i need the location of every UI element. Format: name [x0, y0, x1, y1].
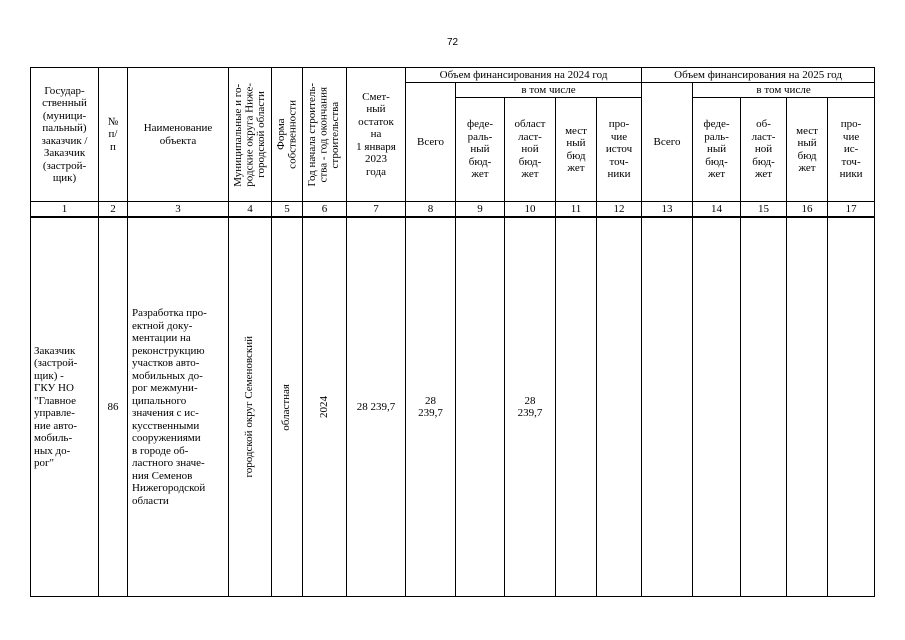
column-number: 2 — [99, 202, 128, 218]
header-local-2024: мест ный бюд жет — [556, 98, 597, 202]
row-local-2024 — [556, 217, 597, 597]
column-number: 7 — [347, 202, 406, 218]
column-number: 5 — [272, 202, 303, 218]
row-regional-2024: 28 239,7 — [505, 217, 556, 597]
row-balance: 28 239,7 — [347, 217, 406, 597]
row-federal-2024 — [456, 217, 505, 597]
header-including-2024: в том числе — [456, 83, 642, 98]
header-years: Год начала строитель- ства - год окончания строительства — [303, 68, 347, 202]
row-object-name: Разработка про- ектной доку- ментации на реконструкцию участков авто- мобильных до- рог межмуни- ципального значения с ис- кусственными сооружениями в городе об- ластного значе- ния Семенов Нижегородской области — [128, 217, 229, 597]
header-including-2025: в том числе — [693, 83, 875, 98]
header-other-2024: про- чие источ точ- ники — [597, 98, 642, 202]
column-number: 16 — [787, 202, 828, 218]
header-total-2025: Всего — [642, 83, 693, 202]
column-number: 10 — [505, 202, 556, 218]
column-number: 9 — [456, 202, 505, 218]
row-total-2025 — [642, 217, 693, 597]
header-federal-2024: феде- раль- ный бюд- жет — [456, 98, 505, 202]
row-num: 86 — [99, 217, 128, 597]
row-other-2024 — [597, 217, 642, 597]
header-fin-2025: Объем финансирования на 2025 год — [642, 68, 875, 83]
column-number: 8 — [406, 202, 456, 218]
column-number: 11 — [556, 202, 597, 218]
column-number: 13 — [642, 202, 693, 218]
column-number: 4 — [229, 202, 272, 218]
row-customer: Заказчик (застрой- щик) - ГКУ НО "Главное управле- ние авто- мобиль- ных до- рог" — [31, 217, 99, 597]
column-number: 14 — [693, 202, 741, 218]
header-regional-2024: област ласт- ной бюд- жет — [505, 98, 556, 202]
header-balance: Смет- ный остаток на 1 января 2023 года — [347, 68, 406, 202]
financing-table — [30, 67, 875, 597]
column-number: 17 — [828, 202, 875, 218]
column-number: 15 — [741, 202, 787, 218]
header-other-2025: про- чие ис- точ- ники — [828, 98, 875, 202]
page-number: 72 — [446, 37, 459, 48]
row-local-2025 — [787, 217, 828, 597]
column-number: 6 — [303, 202, 347, 218]
table-row — [31, 217, 875, 597]
header-ownership: Форма собственности — [272, 68, 303, 202]
row-regional-2025 — [741, 217, 787, 597]
header-num: № п/ п — [99, 68, 128, 202]
row-other-2025 — [828, 217, 875, 597]
column-number: 3 — [128, 202, 229, 218]
header-fin-2024: Объем финансирования на 2024 год — [406, 68, 642, 83]
header-object-name: Наименование объекта — [128, 68, 229, 202]
header-local-2025: мест ный бюд жет — [787, 98, 828, 202]
row-federal-2025 — [693, 217, 741, 597]
header-federal-2025: феде- раль- ный бюд- жет — [693, 98, 741, 202]
header-regional-2025: об- ласт- ной бюд- жет — [741, 98, 787, 202]
row-total-2024: 28 239,7 — [406, 217, 456, 597]
row-ownership: областная — [272, 217, 303, 597]
header-municipality: Муниципальные и го- родские округа Ниже- городской области — [229, 68, 272, 202]
header-customer: Государ- ственный (муници- пальный) заказчик / Заказчик (застрой- щик) — [31, 68, 99, 202]
column-number: 12 — [597, 202, 642, 218]
row-years: 2024 — [303, 217, 347, 597]
column-number: 1 — [31, 202, 99, 218]
header-total-2024: Всего — [406, 83, 456, 202]
row-municipality: городской округ Семеновский — [229, 217, 272, 597]
